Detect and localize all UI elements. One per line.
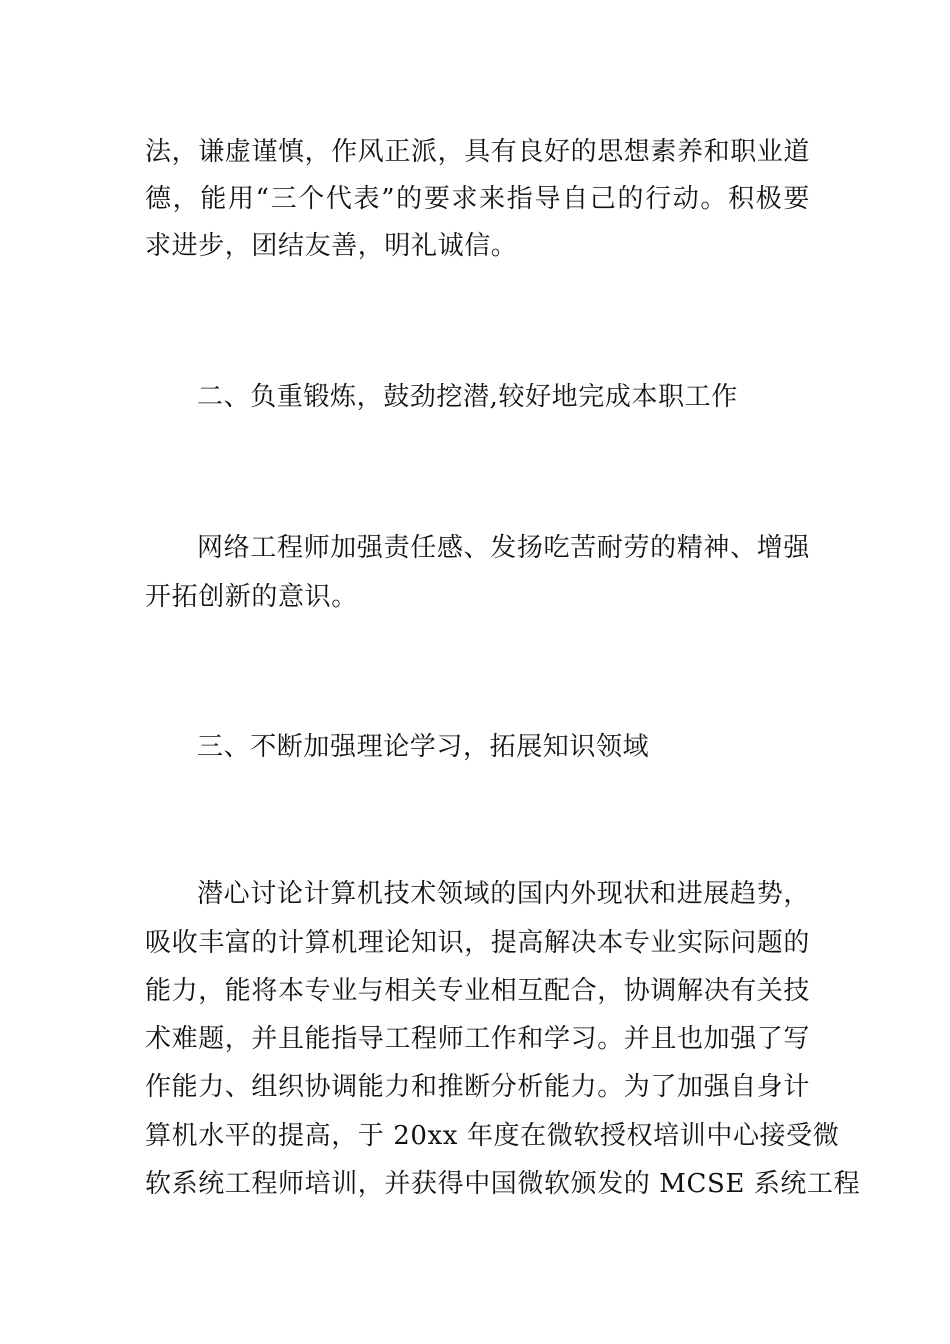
paragraph-3-line-3: 能力，能将本专业与相关专业相互配合，协调解决有关技: [145, 976, 811, 1006]
paragraph-2-line-2: 开拓创新的意识。: [145, 582, 358, 612]
paragraph-1-line-2: 德，能用“三个代表”的要求来指导自己的行动。积极要: [145, 184, 810, 214]
paragraph-3-line-5: 作能力、组织协调能力和推断分析能力。为了加强自身计: [145, 1072, 811, 1102]
paragraph-3-line-4: 术难题，并且能指导工程师工作和学习。并且也加强了写: [145, 1024, 811, 1054]
paragraph-1-line-3: 求进步，团结友善，明礼诚信。: [145, 231, 518, 261]
paragraph-1-line-1: 法，谦虚谨慎，作风正派，具有良好的思想素养和职业道: [145, 137, 811, 167]
paragraph-3-line-2: 吸收丰富的计算机理论知识，提高解决本专业实际问题的: [145, 928, 811, 958]
section-heading-3: 三、不断加强理论学习，拓展知识领域: [197, 732, 650, 762]
paragraph-3-line-6: 算机水平的提高，于 20xx 年度在微软授权培训中心接受微: [145, 1121, 840, 1151]
paragraph-2-line-1: 网络工程师加强责任感、发扬吃苦耐劳的精神、增强: [197, 533, 810, 563]
paragraph-3-line-1: 潜心讨论计算机技术领域的国内外现状和进展趋势，: [197, 879, 810, 909]
paragraph-3-line-7: 软系统工程师培训，并获得中国微软颁发的 MCSE 系统工程: [145, 1169, 861, 1199]
section-heading-2: 二、负重锻炼，鼓劲挖潜,较好地完成本职工作: [197, 382, 738, 412]
